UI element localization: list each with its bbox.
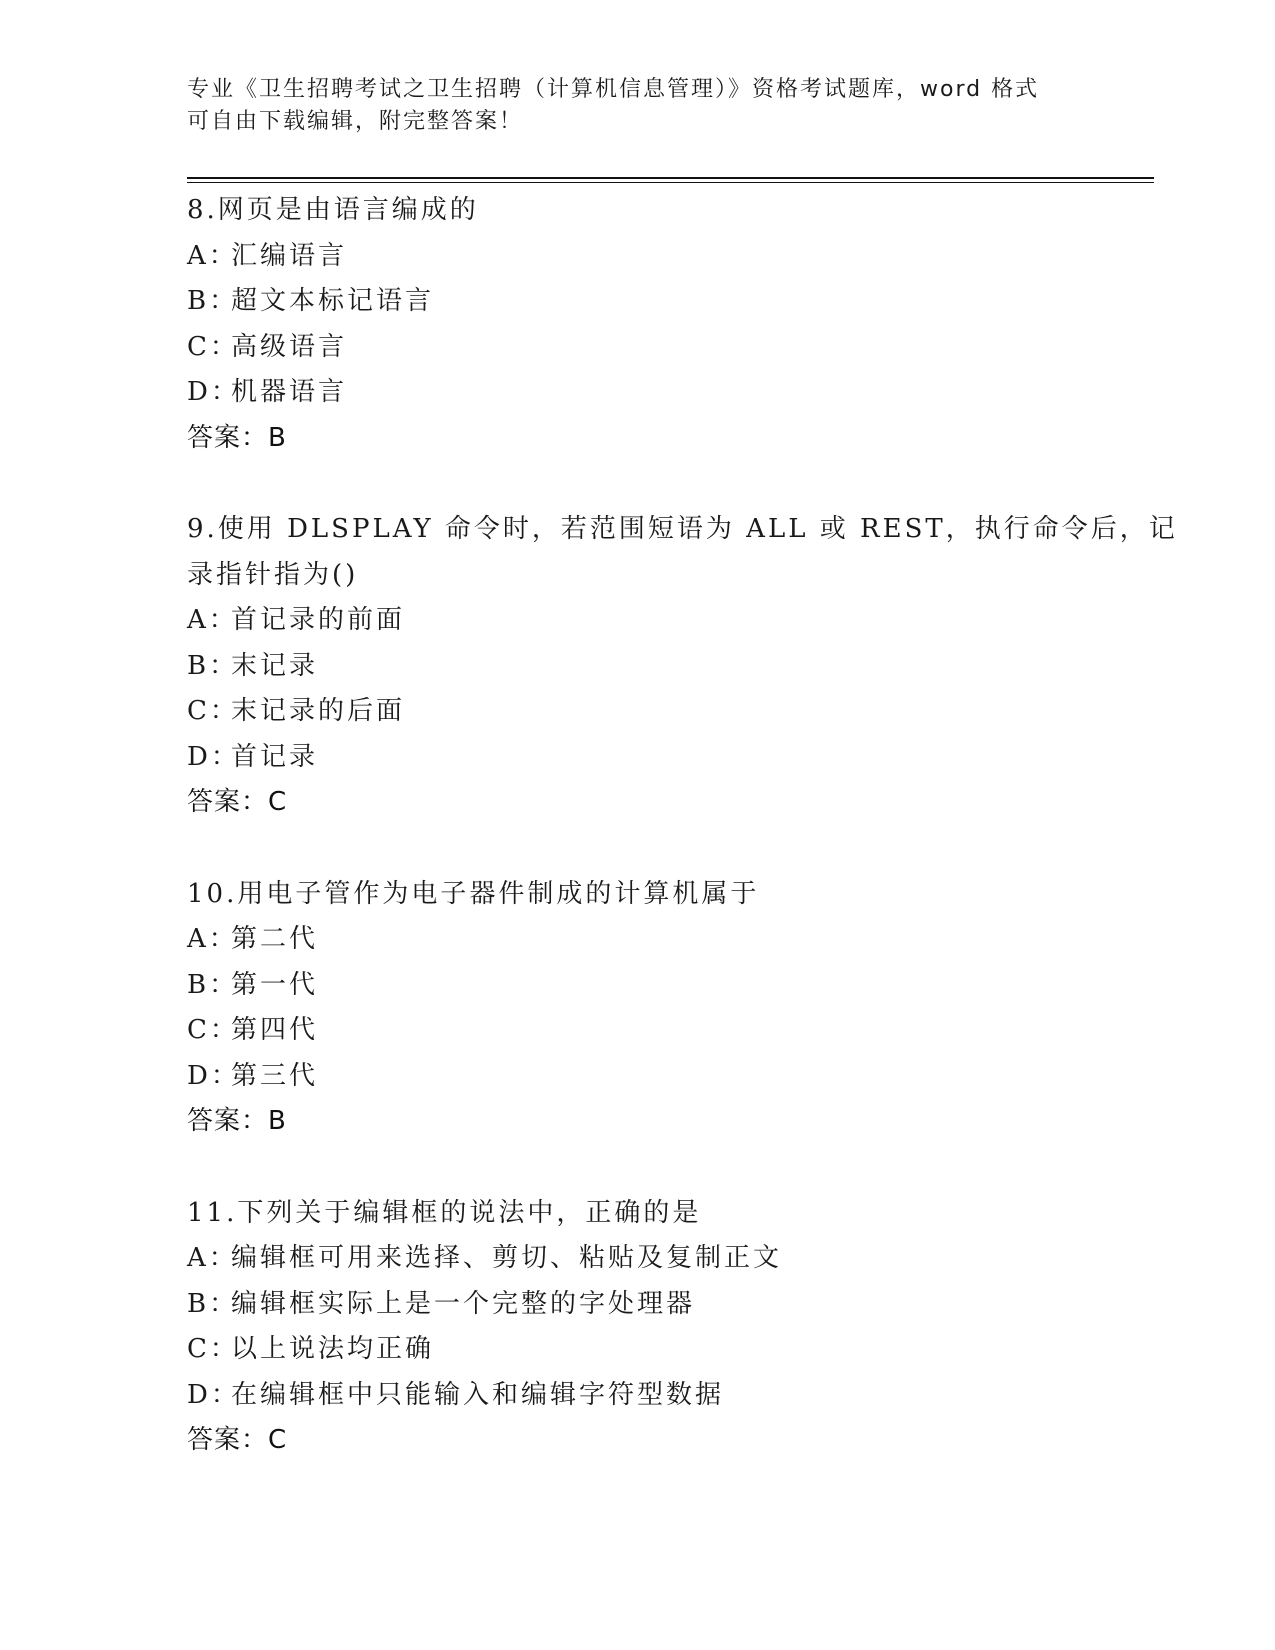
option-text: 第三代 <box>231 1060 319 1091</box>
option-key: D： <box>187 1379 240 1410</box>
option-key: A： <box>187 605 238 635</box>
option-text: 首记录的前面 <box>231 605 406 635</box>
option-key: C： <box>187 1334 239 1364</box>
option-text: 首记录 <box>231 741 319 772</box>
option-key: D： <box>187 1060 240 1091</box>
answer-line: 答案：C <box>187 1425 288 1455</box>
option-a <box>187 917 1087 963</box>
option-text: 以上说法均正确 <box>231 1334 435 1364</box>
option-key: D： <box>187 741 240 772</box>
option-a <box>187 598 1087 644</box>
option-b <box>187 644 1087 690</box>
question-8 <box>187 188 1087 461</box>
option-key: C： <box>187 331 239 362</box>
header-line-1: 专业《卫生招聘考试之卫生招聘（计算机信息管理）》资格考试题库，word 格式 <box>187 77 1040 102</box>
option-text: 第二代 <box>231 924 319 954</box>
option-key: B： <box>187 286 239 316</box>
option-c <box>187 1008 1087 1054</box>
question-stem-continued: 录指针指为() <box>187 559 359 590</box>
option-text: 超文本标记语言 <box>231 286 435 316</box>
option-key: A： <box>187 924 238 954</box>
answer-line: 答案：B <box>187 1106 287 1136</box>
option-text: 第四代 <box>231 1015 319 1045</box>
question-list <box>187 188 1178 1510</box>
question-stem: 8.网页是由语言编成的 <box>187 195 479 225</box>
option-b <box>187 279 1087 325</box>
option-d <box>187 1054 1087 1100</box>
option-text: 末记录 <box>231 650 319 681</box>
option-a <box>187 234 1087 280</box>
option-key: B： <box>187 969 239 1000</box>
option-c <box>187 1327 1087 1373</box>
option-text: 在编辑框中只能输入和编辑字符型数据 <box>231 1379 725 1410</box>
option-text: 编辑框实际上是一个完整的字处理器 <box>231 1288 696 1319</box>
option-text: 第一代 <box>231 969 319 1000</box>
option-key: B： <box>187 650 239 681</box>
option-a <box>187 1236 1087 1282</box>
option-key: C： <box>187 696 239 726</box>
option-c <box>187 325 1087 371</box>
option-d <box>187 370 1087 416</box>
option-key: B： <box>187 1288 239 1319</box>
option-d <box>187 735 1087 781</box>
header-line-2: 可自由下载编辑，附完整答案！ <box>187 109 524 134</box>
header-divider-thick <box>187 177 1154 179</box>
option-b <box>187 1282 1087 1328</box>
option-key: A： <box>187 1243 238 1273</box>
option-text: 高级语言 <box>231 331 348 362</box>
question-stem: 10.用电子管作为电子器件制成的计算机属于 <box>187 878 760 909</box>
option-text: 机器语言 <box>231 377 348 407</box>
option-key: A： <box>187 240 238 271</box>
option-b <box>187 963 1087 1009</box>
question-stem: 11.下列关于编辑框的说法中，正确的是 <box>187 1197 702 1228</box>
answer-line: 答案：C <box>187 787 288 817</box>
option-text: 编辑框可用来选择、剪切、粘贴及复制正文 <box>231 1243 783 1273</box>
document-header <box>187 74 1087 138</box>
option-text: 汇编语言 <box>231 240 348 271</box>
header-divider-thin <box>187 182 1154 183</box>
option-text: 末记录的后面 <box>231 696 406 726</box>
option-key: C： <box>187 1015 239 1045</box>
question-stem: 9.使用 DLSPLAY 命令时，若范围短语为 ALL 或 REST，执行命令后，记 <box>187 514 1178 544</box>
option-key: D： <box>187 377 240 407</box>
option-d <box>187 1373 1087 1419</box>
question-10 <box>187 872 1087 1145</box>
question-11 <box>187 1191 1087 1464</box>
answer-line: 答案：B <box>187 422 287 453</box>
option-c <box>187 689 1087 735</box>
question-9 <box>187 507 1178 826</box>
